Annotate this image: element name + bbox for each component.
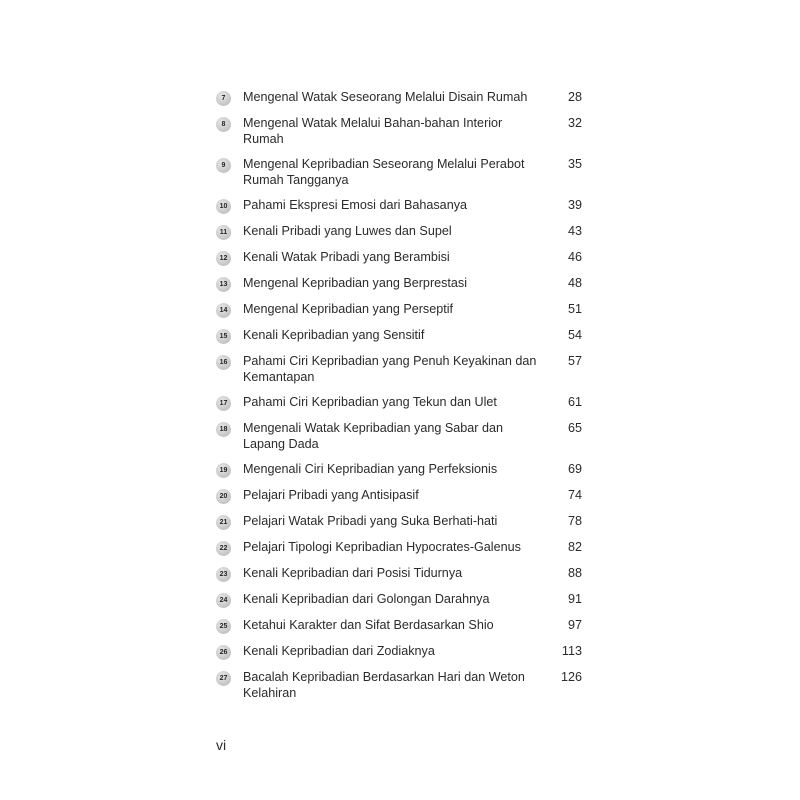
- toc-entry[interactable]: [216, 514, 582, 530]
- toc-entry[interactable]: [216, 224, 582, 240]
- toc-entry[interactable]: [216, 618, 582, 634]
- toc-entry[interactable]: [216, 566, 582, 582]
- toc-entry-page: 28: [567, 90, 582, 104]
- toc-entry-title: Kenali Kepribadian dari Golongan Darahnya: [243, 592, 490, 606]
- toc-entry-page: 61: [567, 395, 582, 409]
- toc-entry-title: Kenali Kepribadian dari Posisi Tidurnya: [243, 566, 463, 580]
- toc-entry-title: Pahami Ekspresi Emosi dari Bahasanya: [243, 198, 467, 212]
- toc-entry-page: 32: [567, 116, 582, 130]
- toc-entry-title: Mengenal Kepribadian yang Berprestasi: [243, 276, 468, 290]
- toc-entry-title: Bacalah Kepribadian Berdasarkan Hari dan Weton Kelahiran: [243, 670, 525, 700]
- chapter-number-badge: 21: [216, 515, 231, 530]
- toc-entry-page: 35: [567, 157, 582, 171]
- toc-entry-title: Pahami Ciri Kepribadian yang Penuh Keyakinan dan Kemantapan: [243, 354, 537, 384]
- toc-entry[interactable]: [216, 90, 582, 106]
- toc-entry-title: Mengenal Watak Seseorang Melalui Disain Rumah: [243, 90, 528, 104]
- toc-entry-title: Mengenal Watak Melalui Bahan-bahan Interior Rumah: [243, 116, 503, 146]
- toc-entry[interactable]: [216, 421, 582, 452]
- toc-entry-title: Kenali Kepribadian dari Zodiaknya: [243, 644, 435, 658]
- toc-entry-page: 54: [567, 328, 582, 342]
- toc-entry-page: 48: [567, 276, 582, 290]
- chapter-number-badge: 16: [216, 355, 231, 370]
- toc-entry-page: 51: [567, 302, 582, 316]
- chapter-number-badge: 10: [216, 199, 231, 214]
- toc-entry-title: Mengenali Watak Kepribadian yang Sabar dan Lapang Dada: [243, 421, 503, 451]
- toc-entry-title: Kenali Pribadi yang Luwes dan Supel: [243, 224, 452, 238]
- chapter-number-badge: 19: [216, 463, 231, 478]
- chapter-number-badge: 11: [216, 225, 231, 240]
- toc-entry[interactable]: [216, 354, 582, 385]
- chapter-number-badge: 25: [216, 619, 231, 634]
- toc-entry-title: Kenali Watak Pribadi yang Berambisi: [243, 250, 450, 264]
- chapter-number-badge: 8: [216, 117, 231, 132]
- chapter-number-badge: 27: [216, 671, 231, 686]
- toc-entry-title: Mengenal Kepribadian yang Perseptif: [243, 302, 454, 316]
- toc-entry[interactable]: [216, 592, 582, 608]
- toc-entry[interactable]: [216, 395, 582, 411]
- toc-entry-title: Kenali Kepribadian yang Sensitif: [243, 328, 425, 342]
- toc-entry-title: Ketahui Karakter dan Sifat Berdasarkan Shio: [243, 618, 494, 632]
- toc-entry[interactable]: [216, 670, 582, 701]
- toc-entry[interactable]: [216, 157, 582, 188]
- table-of-contents: [216, 86, 582, 701]
- toc-entry-title: Mengenal Kepribadian Seseorang Melalui Perabot Rumah Tangganya: [243, 157, 525, 187]
- toc-entry-title: Pelajari Pribadi yang Antisipasif: [243, 488, 419, 502]
- chapter-number-badge: 24: [216, 593, 231, 608]
- toc-entry-page: 78: [567, 514, 582, 528]
- toc-entry-title: Mengenali Ciri Kepribadian yang Perfeksionis: [243, 462, 498, 476]
- chapter-number-badge: 20: [216, 489, 231, 504]
- chapter-number-badge: 15: [216, 329, 231, 344]
- chapter-number-badge: 13: [216, 277, 231, 292]
- toc-entry-title: Pelajari Tipologi Kepribadian Hypocrates-Galenus: [243, 540, 521, 554]
- chapter-number-badge: 17: [216, 396, 231, 411]
- chapter-number-badge: 23: [216, 567, 231, 582]
- toc-entry-page: 74: [567, 488, 582, 502]
- toc-entry[interactable]: [216, 462, 582, 478]
- toc-entry-page: 113: [561, 644, 582, 658]
- chapter-number-badge: 7: [216, 91, 231, 106]
- toc-entry-page: 91: [567, 592, 582, 606]
- chapter-number-badge: 26: [216, 645, 231, 660]
- toc-entry-page: 69: [567, 462, 582, 476]
- toc-entry-page: 46: [567, 250, 582, 264]
- toc-entry[interactable]: [216, 328, 582, 344]
- toc-entry-page: 126: [560, 670, 582, 684]
- toc-entry[interactable]: [216, 198, 582, 214]
- toc-entry-page: 39: [567, 198, 582, 212]
- toc-entry[interactable]: [216, 488, 582, 504]
- chapter-number-badge: 12: [216, 251, 231, 266]
- toc-entry-page: 88: [567, 566, 582, 580]
- toc-entry-page: 43: [567, 224, 582, 238]
- chapter-number-badge: 22: [216, 541, 231, 556]
- toc-entry[interactable]: [216, 302, 582, 318]
- toc-entry[interactable]: [216, 276, 582, 292]
- toc-entry[interactable]: [216, 250, 582, 266]
- chapter-number-badge: 14: [216, 303, 231, 318]
- toc-entry-page: 65: [567, 421, 582, 435]
- toc-entry[interactable]: [216, 540, 582, 556]
- toc-entry-page: 57: [567, 354, 582, 368]
- toc-entry[interactable]: [216, 644, 582, 660]
- chapter-number-badge: 18: [216, 422, 231, 437]
- page-number: vi: [216, 737, 227, 753]
- toc-entry-title: Pelajari Watak Pribadi yang Suka Berhati-hati: [243, 514, 498, 528]
- toc-entry-page: 97: [567, 618, 582, 632]
- chapter-number-badge: 9: [216, 158, 231, 173]
- toc-entry[interactable]: [216, 116, 582, 147]
- toc-entry-title: Pahami Ciri Kepribadian yang Tekun dan Ulet: [243, 395, 497, 409]
- toc-entry-page: 82: [567, 540, 582, 554]
